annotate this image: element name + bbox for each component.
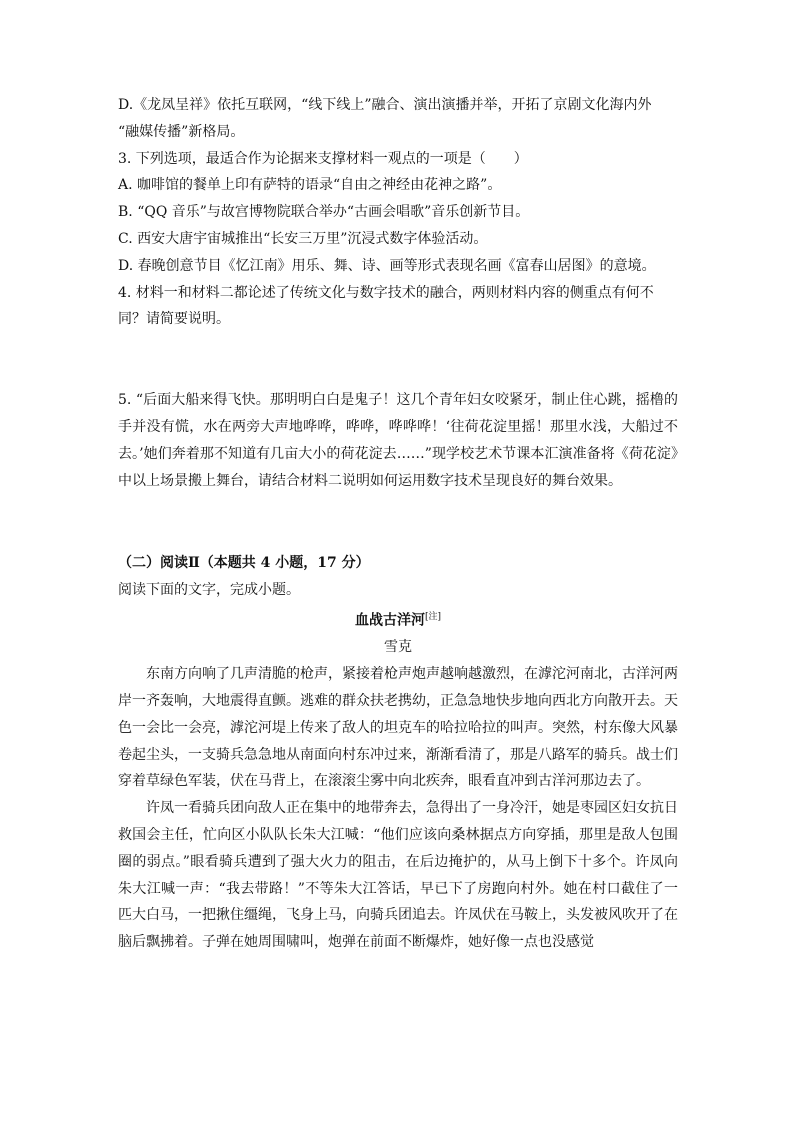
article-author: 雪克 bbox=[384, 639, 412, 656]
option-d-line2: “融媒传播”新格局。 bbox=[118, 123, 245, 140]
reading-instruction: 阅读下面的文字，完成小题。 bbox=[118, 582, 300, 599]
document-page bbox=[118, 92, 678, 956]
question3-option-c: C. 西安大唐宇宙城推出“长安三万里”沉浸式数字体验活动。 bbox=[118, 230, 488, 247]
question3-option-a: A. 咖啡馆的餐单上印有萨特的语录“自由之神经由花神之路”。 bbox=[118, 177, 502, 194]
question4-line2: 同？请简要说明。 bbox=[118, 311, 230, 328]
answer-space-q4 bbox=[118, 333, 678, 387]
question5-text: 5. “后面大船来得飞快。那明明白白是鬼子！这几个青年妇女咬紧牙，制止住心跳，摇橹的手并没有慌，水在两旁大声地哗哗，哗哗，哗哗哗！‘往荷花淀里摇！那里水浅，大船过不去。’她们奔着那不知道有几亩大小的荷花淀去……”现学校艺术节课本汇演准备将《荷花淀》中以上场景搬上舞台，请结合材料二说明如何运用数字技术呈现良好的舞台效果。 bbox=[118, 392, 678, 489]
question3-option-d: D. 春晚创意节目《忆江南》用乐、舞、诗、画等形式表现名画《富春山居图》的意境。 bbox=[118, 257, 656, 274]
answer-space-q5 bbox=[118, 494, 678, 550]
question4-line1: 4. 材料一和材料二都论述了传统文化与数字技术的融合，两则材料内容的侧重点有何不 bbox=[118, 284, 654, 301]
section-heading: （二）阅读Ⅱ（本题共 4 小题，17 分） bbox=[118, 555, 370, 572]
article-paragraph-2: 许凤一看骑兵团向敌人正在集中的地带奔去，急得出了一身冷汗，她是枣园区妇女抗日救国会主任，忙向区小队队长朱大江喊：“他们应该向桑林据点方向穿插，那里是敌人包围圈的弱点。”眼看骑兵遭到了强大火力的阻击，在后边掩护的，从马上倒下十多个。许凤向朱大江喊一声：“我去带路！”不等朱大江答话，早已下了房跑向村外。她在村口截住了一匹大白马，一把揪住缰绳，飞身上马，向骑兵团追去。许凤伏在马鞍上，头发被风吹开了在脑后飘拂着。子弹在她周围啸叫，炮弹在前面不断爆炸，她好像一点也没感觉 bbox=[118, 800, 678, 951]
article-title bbox=[118, 604, 678, 634]
article-title-note: [注] bbox=[424, 611, 442, 622]
question3-option-b: B. “QQ 音乐”与故宫博物院联合举办“古画会唱歌”音乐创新节目。 bbox=[118, 204, 530, 221]
article-title-text: 血战古洋河 bbox=[354, 612, 425, 629]
article-paragraph-1: 东南方向响了几声清脆的枪声，紧接着枪声炮声越响越激烈，在滹沱河南北，古洋河两岸一齐轰响，大地震得直颤。逃难的群众扶老携幼，正急急地快步地向西北方向散开去。天色一会比一会亮，滹沱河堤上传来了敌人的坦克车的哈拉哈拉的叫声。突然，村东像大风暴卷起尘头，一支骑兵急急地从南面向村东冲过来，渐渐看清了，那是八路军的骑兵。战士们穿着草绿色军装，伏在马背上，在滚滚尘雾中向北疾奔，眼看直冲到古洋河那边去了。 bbox=[118, 666, 678, 790]
question3-stem: 3. 下列选项，最适合作为论据来支撑材料一观点的一项是（ ） bbox=[118, 150, 528, 167]
option-d-line1: D.《龙凤呈祥》依托互联网，“线下线上”融合、演出演播并举，开拓了京剧文化海内外 bbox=[118, 97, 652, 113]
